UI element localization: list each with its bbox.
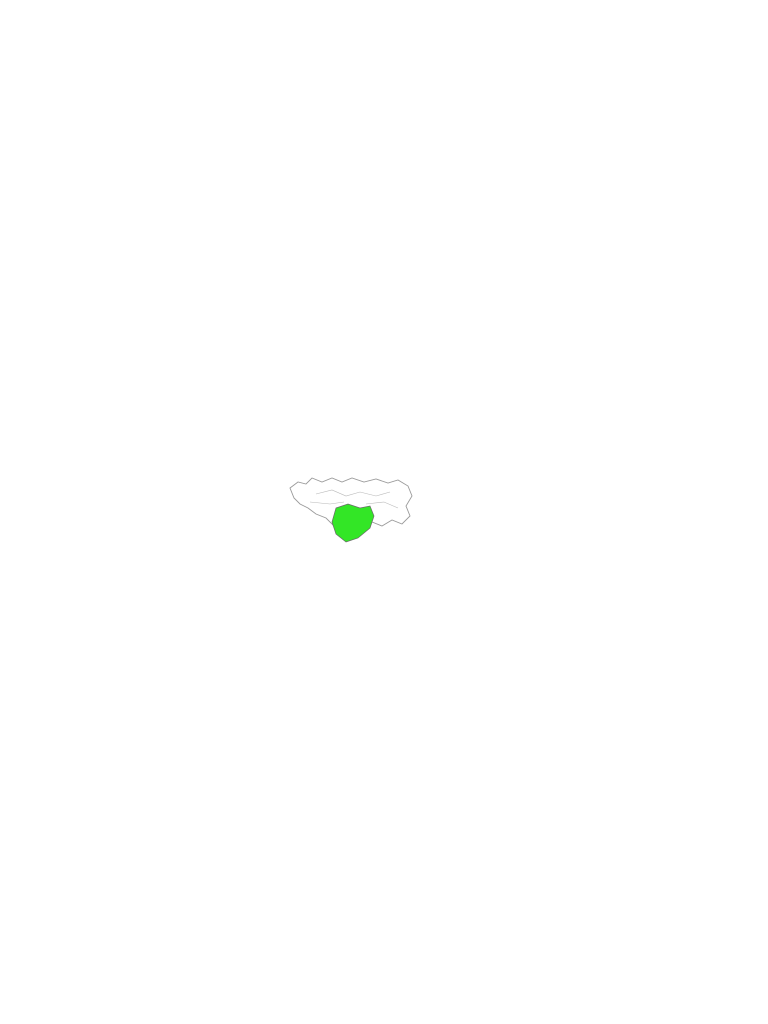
patrimonios-heading	[282, 760, 472, 780]
limites-heading	[282, 740, 472, 760]
fundada-heading	[282, 720, 472, 740]
panel-datos-generales	[282, 679, 472, 780]
simbolos-heading	[272, 44, 459, 64]
parques-heading	[505, 668, 711, 688]
amazonas-title-wordart	[506, 176, 702, 330]
economia-heading	[44, 51, 224, 71]
panel-parques-fauna	[505, 668, 711, 729]
arbol-heading	[505, 688, 711, 708]
fauna-heading	[505, 709, 711, 729]
amazonas-map-image	[286, 474, 416, 546]
flora-heading	[44, 31, 224, 51]
fecha-heading	[282, 679, 472, 699]
panel-gastronomia-simbolos	[272, 24, 459, 65]
panel-toponimia	[82, 676, 268, 680]
panel-fauna-flora-economia	[44, 31, 224, 72]
gastronomia-heading	[272, 24, 459, 44]
capital-heading	[282, 699, 472, 719]
